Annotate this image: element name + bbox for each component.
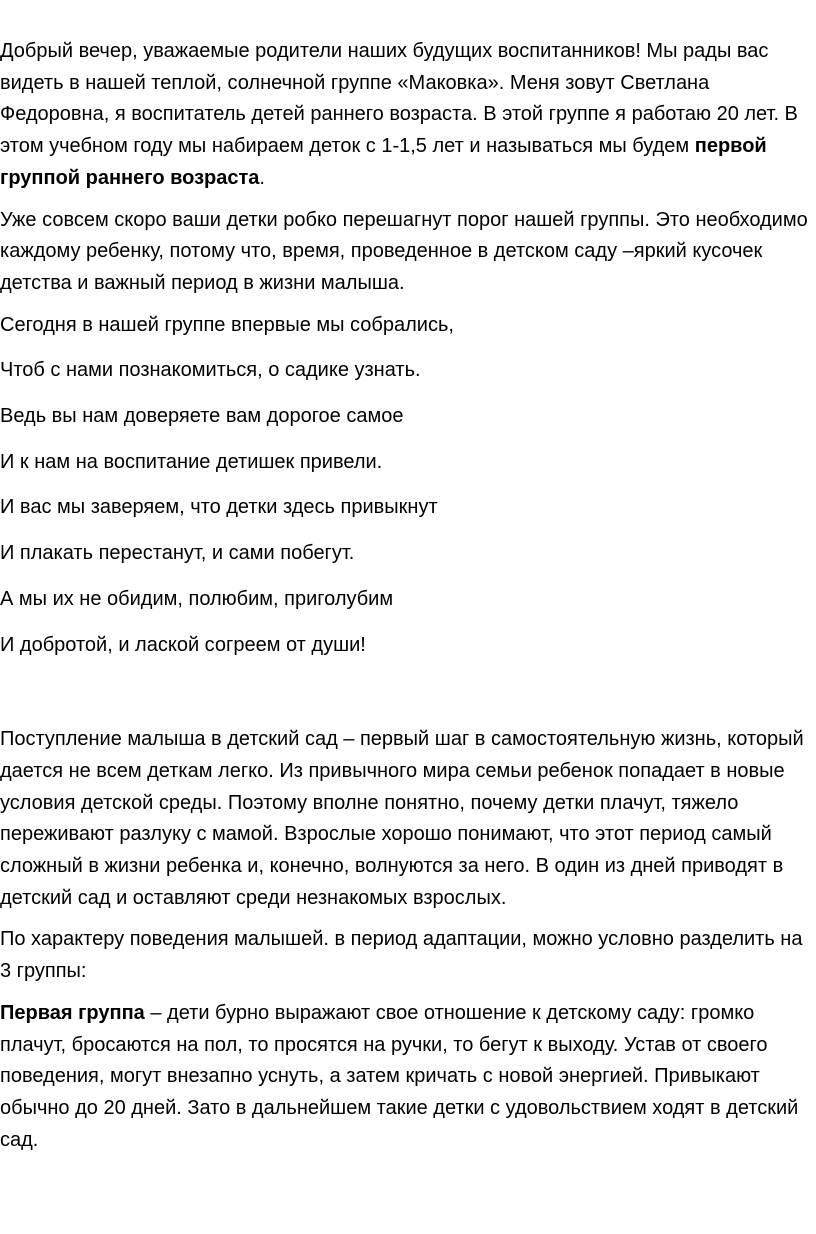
poem-line: И плакать перестанут, и сами побегут. bbox=[0, 542, 355, 565]
paragraph-5-text: – дети бурно выражают свое отношение к детскому саду: громко плачут, бросаются на пол, то просятся на ручки, то бегут к выходу. Устав от своего поведения, могут внезапно уснуть, а затем кричать с новой энергией. Привыкают обычно до 20 дней. Зато в дальнейшем такие детки с удовольствием ходят в детский сад. bbox=[0, 1001, 799, 1151]
intro-text-end: . bbox=[259, 166, 265, 189]
paragraph-5-bold: Первая группа bbox=[0, 1001, 145, 1024]
intro-bold-text: первой группой раннего возраста bbox=[0, 135, 767, 189]
poem-line: А мы их не обидим, полюбим, приголубим bbox=[0, 587, 394, 610]
poem bbox=[0, 310, 812, 662]
poem-line: Ведь вы нам доверяете вам дорогое самое bbox=[0, 405, 404, 428]
paragraph-5 bbox=[0, 998, 812, 1157]
paragraph-3: Поступление малыша в детский сад – первый шаг в самостоятельную жизнь, который дается не всем деткам легко. Из привычного мира семьи ребенок попадает в новые условия детской среды. Поэтому вполне понятно, почему детки плачут, тяжело переживают разлуку с мамой. Взрослые хорошо понимают, что этот период самый сложный в жизни ребенка и, конечно, волнуются за него. В один из дней приводят в детский сад и оставляют среди незнакомых взрослых. bbox=[0, 728, 804, 909]
paragraph-4: По характеру поведения малышей. в период адаптации, можно условно разделить на 3 группы: bbox=[0, 928, 803, 983]
document-page bbox=[0, 36, 812, 1156]
intro-paragraph bbox=[0, 36, 812, 195]
poem-line: Сегодня в нашей группе впервые мы собрались, bbox=[0, 313, 454, 336]
poem-line: И вас мы заверяем, что детки здесь привыкнут bbox=[0, 496, 438, 519]
poem-line: Чтоб с нами познакомиться, о садике узнать. bbox=[0, 359, 421, 382]
poem-line: И добротой, и лаской согреем от души! bbox=[0, 633, 366, 656]
paragraph-2: Уже совсем скоро ваши детки робко перешагнут порог нашей группы. Это необходимо каждому ребенку, потому что, время, проведенное в детском саду –яркий кусочек детства и важный период в жизни малыша. bbox=[0, 208, 808, 294]
poem-line: И к нам на воспитание детишек привели. bbox=[0, 450, 383, 473]
blank-line bbox=[0, 661, 812, 724]
intro-text: Добрый вечер, уважаемые родители наших будущих воспитанников! Мы рады вас видеть в нашей теплой, солнечной группе «Маковка». Меня зовут Светлана Федоровна, я воспитатель детей раннего возраста. В этой группе я работаю 20 лет. В этом учебном году мы набираем деток с 1-1,5 лет и называться мы будем bbox=[0, 40, 798, 158]
